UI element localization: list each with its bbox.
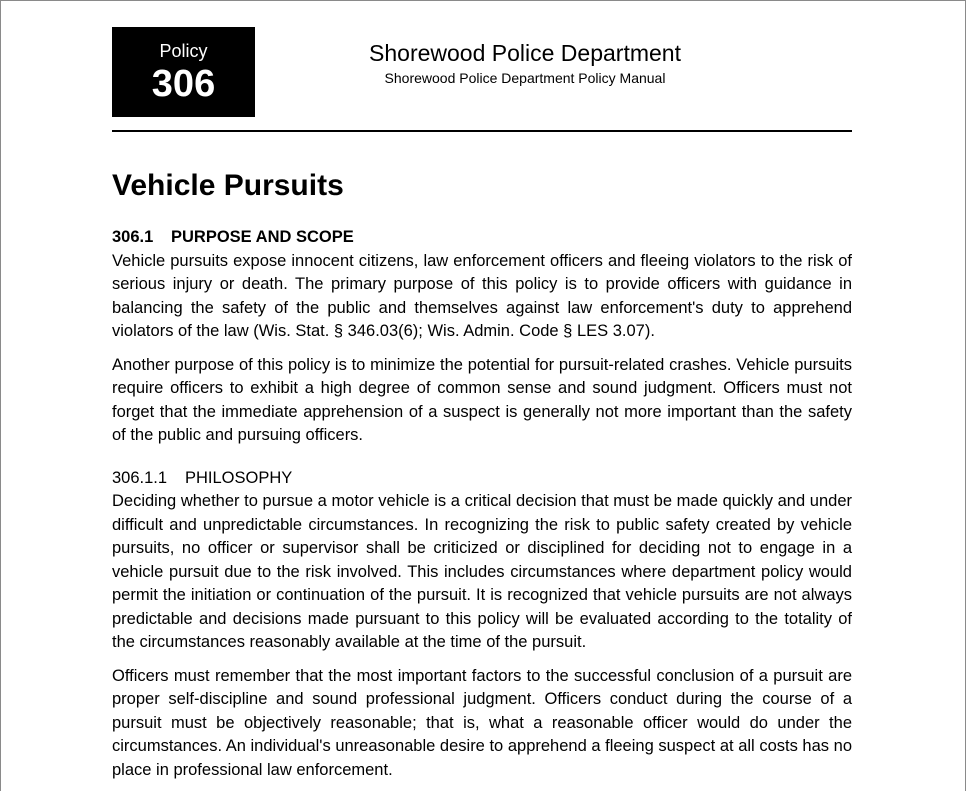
- department-name: Shorewood Police Department: [369, 40, 681, 66]
- page-title: Vehicle Pursuits: [112, 169, 344, 202]
- subsection-paragraph: Deciding whether to pursue a motor vehicle is a critical decision that must be made quickly and under difficult and unpredictable circumstances. In recognizing the risk to public safety created by vehicle pursuits, no officer or supervisor shall be criticized or disciplined for deciding not to engage in a vehicle pursuit due to the risk involved. This includes circumstances where department policy would permit the initiation or continuation of the pursuit. It is recognized that vehicle pursuits are not always predictable and decisions made pursuant to this policy will be evaluated according to the totality of the circumstances reasonably available at the time of the pursuit.: [112, 492, 852, 651]
- policy-badge: [112, 27, 255, 117]
- section-number: 306.1: [112, 228, 154, 246]
- subsection-heading: [112, 467, 852, 491]
- subsection-paragraph: Officers must remember that the most important factors to the successful conclusion of a pursuit are proper self-discipline and sound professional judgment. Officers conduct during the course of a pursuit must be objectively reasonable; that is, what a reasonable officer would do under the circumstances. An individual's unreasonable desire to apprehend a fleeing suspect at all costs has no place in professional law enforcement.: [112, 666, 852, 779]
- section-paragraph: Another purpose of this policy is to minimize the potential for pursuit-related crashes. Vehicle pursuits require officers to exhibit a high degree of common sense and sound judgment. Officers must not forget that the immediate apprehension of a suspect is generally not more important than the safety of the public and pursuing officers.: [112, 355, 852, 444]
- policy-number: 306: [151, 63, 216, 105]
- document-body: [112, 168, 852, 782]
- policy-label: Policy: [159, 41, 208, 61]
- section-title: PURPOSE AND SCOPE: [171, 228, 354, 246]
- subsection-title: PHILOSOPHY: [185, 468, 293, 487]
- header-divider: [112, 130, 852, 132]
- manual-name: Shorewood Police Department Policy Manual: [384, 70, 666, 86]
- section-paragraph: Vehicle pursuits expose innocent citizens, law enforcement officers and fleeing violators to the risk of serious injury or death. The primary purpose of this policy is to provide officers with guidance in balancing the safety of the public and themselves against law enforcement's duty to apprehend violators of the law (Wis. Stat. § 346.03(6); Wis. Admin. Code § LES 3.07).: [112, 251, 852, 340]
- section-heading: [112, 226, 852, 250]
- subsection-number: 306.1.1: [112, 468, 168, 487]
